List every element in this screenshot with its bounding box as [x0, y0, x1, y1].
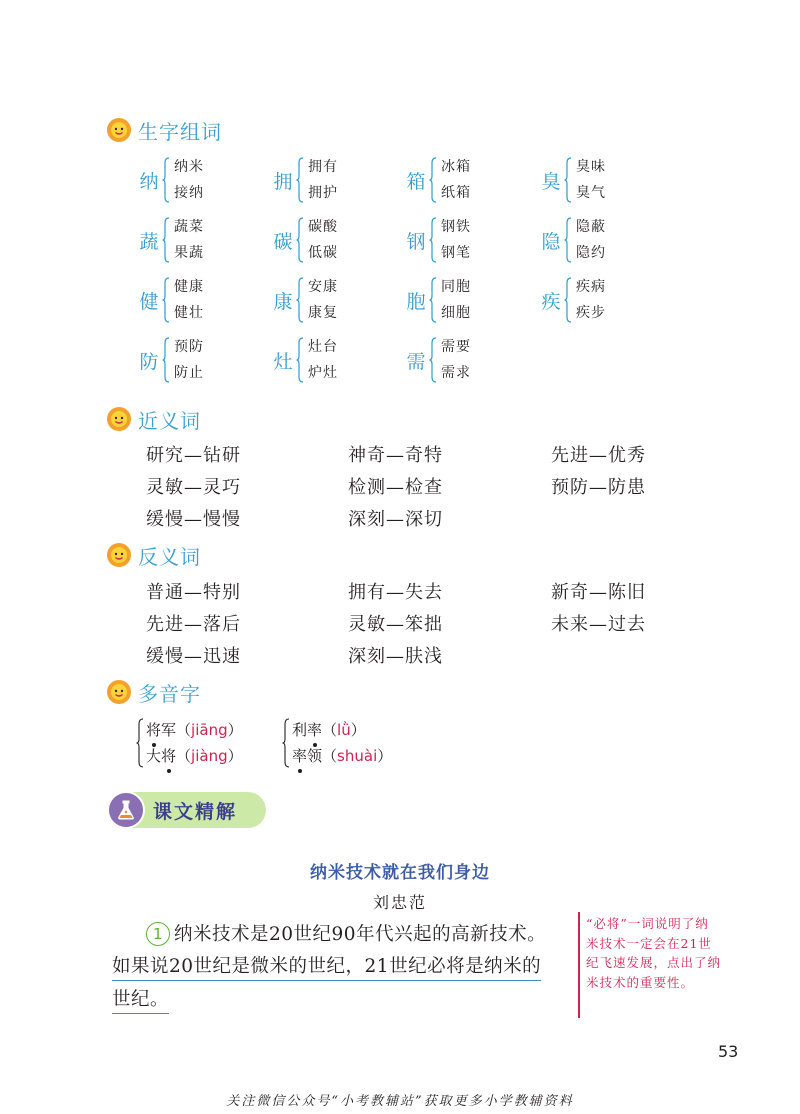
group-word: 需要	[441, 339, 471, 355]
group-char: 箱	[406, 170, 426, 193]
synonym-pair: 深刻—深切	[348, 509, 443, 530]
brace-icon	[136, 718, 144, 768]
sun-icon	[106, 406, 132, 432]
brace-icon	[429, 217, 437, 263]
group-char: 防	[139, 350, 159, 373]
group-char: 碳	[273, 230, 293, 253]
brace-icon	[282, 718, 290, 768]
char-group	[540, 212, 606, 268]
flask-icon	[107, 791, 145, 829]
section-header-shengzi	[106, 116, 222, 144]
group-word: 健壮	[174, 305, 204, 321]
antonym-pair: 灵敏—笨拙	[348, 614, 443, 635]
brace-icon	[162, 277, 170, 323]
section-header-duoyin	[106, 678, 201, 706]
group-word: 健康	[174, 279, 204, 295]
group-word: 冰箱	[441, 159, 471, 175]
group-word: 碳酸	[308, 219, 338, 235]
synonym-pair: 神奇—奇特	[348, 445, 443, 466]
group-word: 钢铁	[441, 219, 471, 235]
line-text: 世纪。	[112, 989, 170, 1010]
char-group	[540, 152, 606, 208]
brace-icon	[296, 217, 304, 263]
char-group	[138, 152, 204, 208]
brace-icon	[429, 277, 437, 323]
line-text: 如果说20世纪是微米的世纪，21世纪必将是纳米的	[112, 956, 542, 977]
group-word: 纸箱	[441, 185, 471, 201]
dotted-char: 率	[292, 747, 308, 765]
pinyin: jiāng	[191, 721, 228, 739]
group-char: 臭	[541, 170, 561, 193]
dotted-char: 将	[161, 747, 177, 765]
paren-close: ）	[227, 747, 243, 765]
group-word: 同胞	[441, 279, 471, 295]
char-group	[272, 332, 338, 388]
section-header-fanyi	[106, 541, 201, 569]
section-title: 反义词	[138, 544, 201, 569]
brace-icon	[429, 337, 437, 383]
group-word: 安康	[308, 279, 338, 295]
section-title: 生字组词	[138, 119, 222, 144]
group-word: 臭味	[576, 159, 606, 175]
group-word: 低碳	[308, 245, 338, 261]
group-word: 细胞	[441, 305, 471, 321]
pinyin: shuài	[337, 747, 378, 765]
group-word: 果蔬	[174, 245, 204, 261]
paragraph-line	[112, 952, 541, 981]
plain-char: 利	[292, 721, 308, 739]
sun-icon	[106, 679, 132, 705]
banner-title: 课文精解	[153, 800, 238, 823]
char-group	[272, 212, 338, 268]
paragraph-line	[112, 985, 169, 1014]
footer-text: 关注微信公众号“小考教辅站”获取更多小学教辅资料	[226, 1094, 574, 1109]
paren-open: （	[176, 747, 192, 765]
char-group	[405, 212, 471, 268]
plain-char: 军	[161, 721, 177, 739]
group-word: 灶台	[308, 339, 338, 355]
char-group	[138, 272, 204, 328]
group-word: 拥护	[308, 185, 338, 201]
antonym-pair: 普通—特别	[146, 582, 241, 603]
synonym-pair: 检测—检查	[348, 477, 443, 498]
plain-char: 领	[307, 747, 323, 765]
group-word: 预防	[174, 339, 204, 355]
group-word: 拥有	[308, 159, 338, 175]
char-group	[405, 152, 471, 208]
antonym-pair: 深刻—肤浅	[348, 646, 443, 667]
section-header-jinyi	[106, 405, 201, 433]
brace-icon	[296, 157, 304, 203]
paren-close: ）	[377, 747, 393, 765]
sun-icon	[106, 117, 132, 143]
section-title: 近义词	[138, 408, 201, 433]
group-word: 隐约	[576, 245, 606, 261]
group-char: 隐	[541, 230, 561, 253]
group-word: 钢笔	[441, 245, 471, 261]
char-group	[272, 272, 338, 328]
paragraph-number: 1	[146, 922, 170, 946]
brace-icon	[162, 217, 170, 263]
lesson-banner	[108, 792, 266, 828]
page-number: 53	[718, 1042, 739, 1061]
brace-icon	[162, 337, 170, 383]
group-word: 炉灶	[308, 365, 338, 381]
group-word: 防止	[174, 365, 204, 381]
dotted-char: 率	[307, 721, 323, 739]
group-char: 健	[139, 290, 159, 313]
char-group	[272, 152, 338, 208]
brace-icon	[564, 217, 572, 263]
group-char: 拥	[273, 170, 293, 193]
synonym-pair: 先进—优秀	[551, 445, 646, 466]
group-char: 康	[273, 290, 293, 313]
brace-icon	[296, 277, 304, 323]
polyphone-row	[146, 719, 243, 740]
brace-icon	[162, 157, 170, 203]
plain-char: 大	[146, 747, 162, 765]
antonym-pair: 缓慢—迅速	[146, 646, 241, 667]
antonym-pair: 先进—落后	[146, 614, 241, 635]
group-word: 疾步	[576, 305, 606, 321]
group-char: 胞	[406, 290, 426, 313]
polyphone-row	[146, 745, 243, 766]
line-text: 纳米技术是20世纪90年代兴起的高新技术。	[174, 924, 547, 945]
margin-note: “必将”一词说明了纳米技术一定会在21世纪飞速发展，点出了纳米技术的重要性。	[586, 916, 722, 990]
char-group	[540, 272, 606, 328]
synonym-pair: 预防—防患	[551, 477, 646, 498]
group-char: 疾	[541, 290, 561, 313]
antonym-pair: 未来—过去	[551, 614, 646, 635]
paragraph-line	[146, 920, 546, 946]
paren-open: （	[322, 721, 338, 739]
group-word: 需求	[441, 365, 471, 381]
char-group	[138, 212, 204, 268]
article-author: 刘忠范	[372, 893, 427, 912]
pinyin: jiàng	[191, 747, 228, 765]
brace-icon	[296, 337, 304, 383]
article-title: 纳米技术就在我们身边	[310, 863, 490, 883]
group-char: 需	[406, 350, 426, 373]
synonym-pair: 研究—钻研	[146, 445, 241, 466]
paren-open: （	[322, 747, 338, 765]
group-word: 隐蔽	[576, 219, 606, 235]
group-word: 纳米	[174, 159, 204, 175]
note-divider	[578, 912, 580, 1018]
polyphone-row	[292, 745, 392, 766]
group-char: 钢	[406, 230, 426, 253]
group-word: 康复	[308, 305, 338, 321]
polyphone-row	[292, 719, 366, 740]
group-char: 纳	[139, 170, 159, 193]
char-group	[138, 332, 204, 388]
group-char: 蔬	[139, 230, 159, 253]
section-title: 多音字	[138, 681, 201, 706]
paren-close: ）	[350, 721, 366, 739]
sun-icon	[106, 542, 132, 568]
char-group	[405, 272, 471, 328]
antonym-pair: 拥有—失去	[348, 582, 443, 603]
group-char: 灶	[273, 350, 293, 373]
synonym-pair: 灵敏—灵巧	[146, 477, 241, 498]
group-word: 疾病	[576, 279, 606, 295]
group-word: 接纳	[174, 185, 204, 201]
synonym-pair: 缓慢—慢慢	[146, 509, 241, 530]
paren-open: （	[176, 721, 192, 739]
brace-icon	[564, 277, 572, 323]
dotted-char: 将	[146, 721, 162, 739]
brace-icon	[564, 157, 572, 203]
group-word: 蔬菜	[174, 219, 204, 235]
char-group	[405, 332, 471, 388]
group-word: 臭气	[576, 185, 606, 201]
pinyin: lǜ	[337, 721, 351, 739]
paren-close: ）	[227, 721, 243, 739]
antonym-pair: 新奇—陈旧	[551, 582, 646, 603]
brace-icon	[429, 157, 437, 203]
